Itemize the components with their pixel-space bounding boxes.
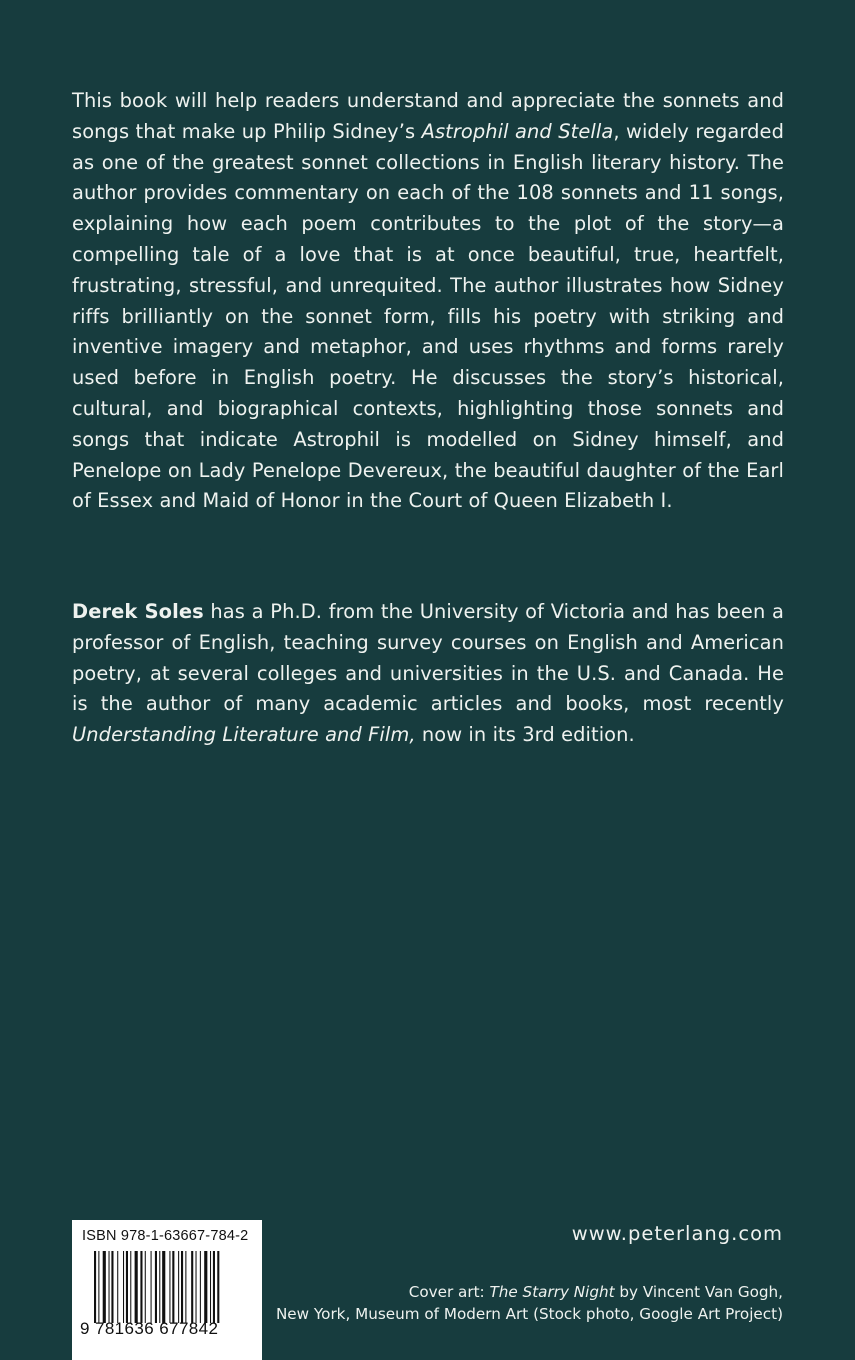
credit-label: Cover art:: [408, 1283, 490, 1301]
publisher-website: www.peterlang.com: [571, 1222, 783, 1245]
description-text-2: , widely regarded as one of the greatest sonnet collections in English literary history. The author provides commentary on each of the 108 sonnets and 11 songs, explaining how each poem contributes to the plot of the story—a compelling tale of a love that is at once beautiful, true, heartfelt, frustrating, stressful, and unrequited. The author illustrates how Sidney riffs brilliantly on the sonnet form, fills his poetry with striking and inventive imagery and metaphor, and uses rhythms and forms rarely used before in English poetry. He discusses the story’s historical, cultural, and biographical contexts, highlighting those sonnets and songs that indicate Astrophil is modelled on Sidney himself, and Penelope on Lady Penelope Devereux, the beautiful daughter of the Earl of Essex and Maid of Honor in the Court of Queen Elizabeth I.: [72, 119, 784, 513]
bio-text-2: now in its 3rd edition.: [415, 723, 635, 747]
book-description: [72, 86, 784, 517]
isbn-label: ISBN 978-1-63667-784-2: [82, 1228, 249, 1244]
bio-book-title: Understanding Literature and Film,: [72, 723, 416, 747]
author-bio: [72, 597, 784, 751]
barcode-icon: [94, 1251, 252, 1323]
description-title: Astrophil and Stella: [421, 119, 614, 143]
description-text-1: This book will help readers understand and appreciate the sonnets and songs that make up Philip Sidney’s: [72, 89, 784, 143]
credit-line2: New York, Museum of Modern Art (Stock photo, Google Art Project): [275, 1305, 783, 1323]
author-name: Derek Soles: [72, 600, 204, 623]
credit-artwork-title: The Starry Night: [489, 1283, 615, 1301]
credit-line1-rest: by Vincent Van Gogh,: [614, 1283, 783, 1301]
barcode-digits: 9 781636 677842: [80, 1319, 219, 1338]
bio-text-1: has a Ph.D. from the University of Victoria and has been a professor of English, teaching survey courses on English and American poetry, at several colleges and universities in the U.S. and Canada. He is the author of many academic articles and books, most recently: [72, 600, 785, 716]
cover-art-credit: [263, 1281, 783, 1325]
barcode-panel: [72, 1220, 262, 1360]
